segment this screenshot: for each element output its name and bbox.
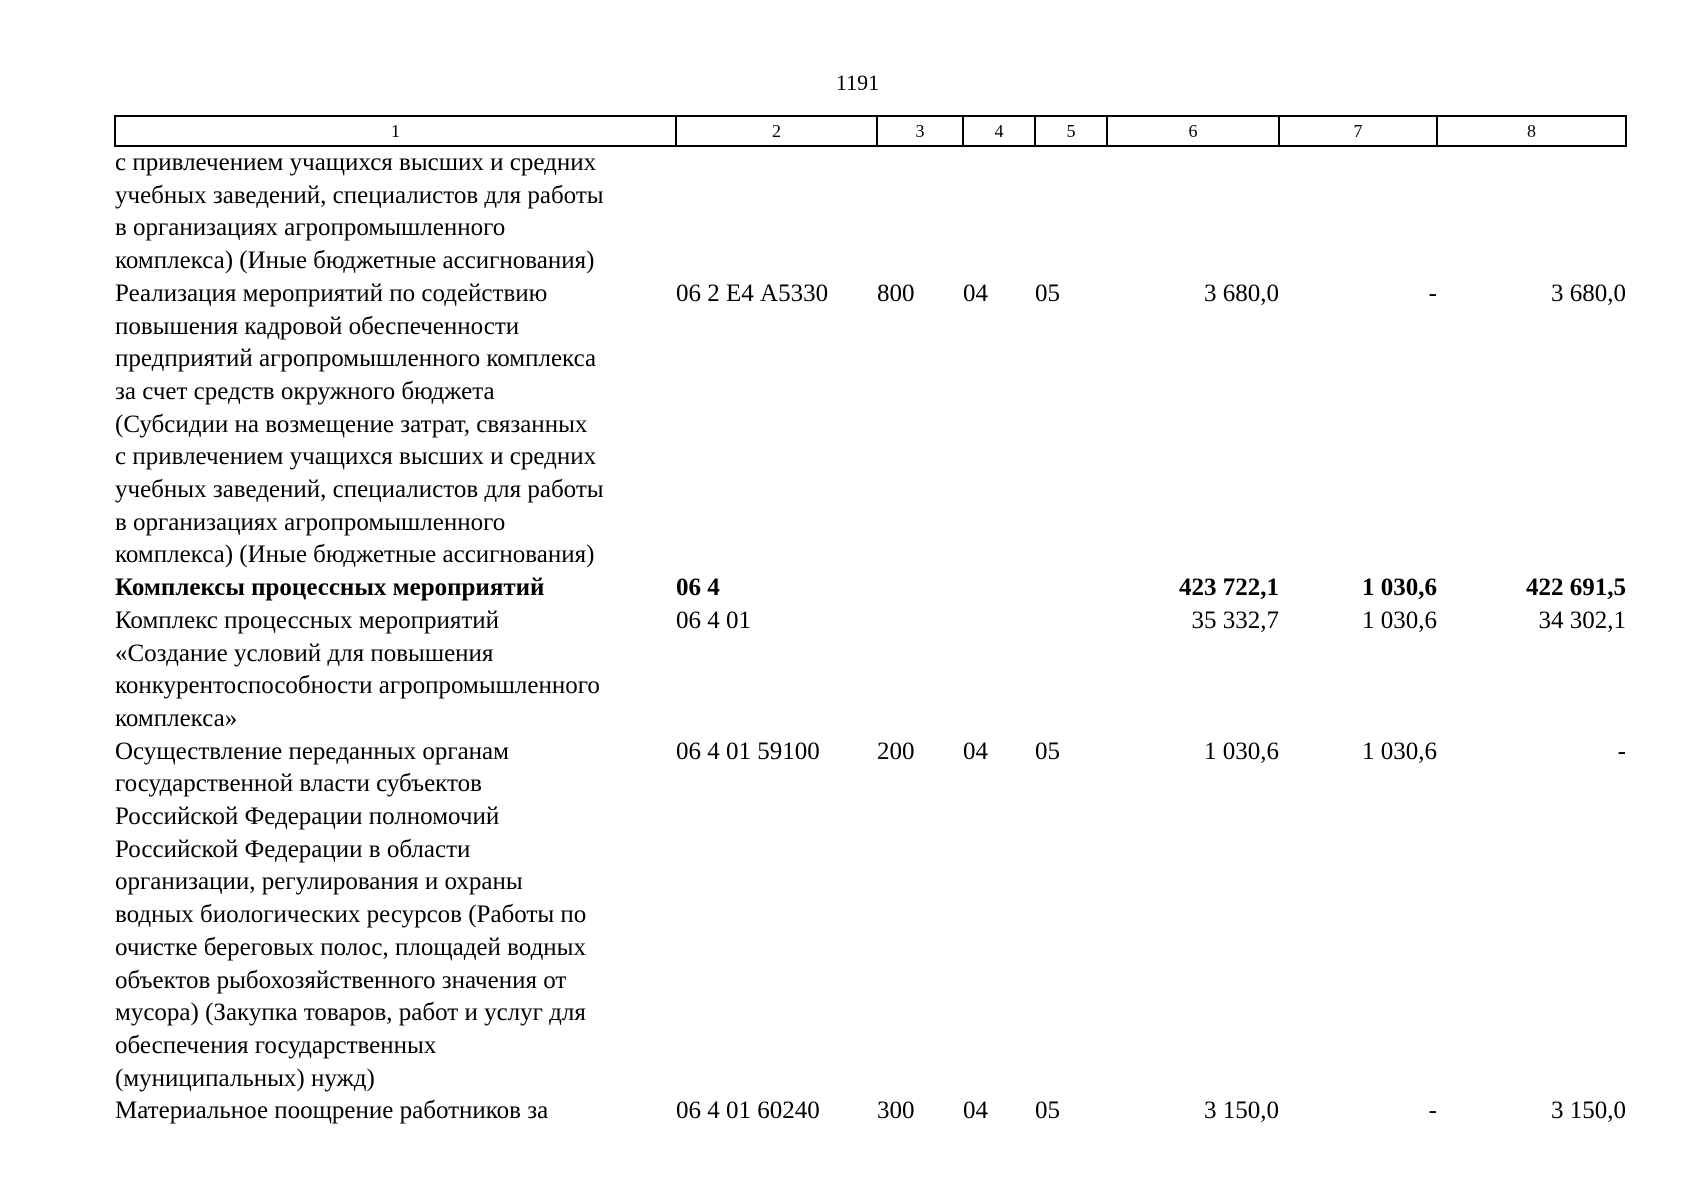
description-line: за счет средств окружного бюджета [115,377,495,405]
total-amount-cell [1107,146,1279,278]
description-line: Комплекс процессных мероприятий [115,606,500,634]
description-line: организации, регулирования и охраны [115,868,523,896]
subsection-cell: 05 [1035,737,1060,765]
column-header-4: 4 [963,116,1035,146]
total-amount-cell: 1 030,6 [1204,737,1279,765]
table-row [115,278,1626,572]
column-header-5: 5 [1035,116,1107,146]
expense-type-cell: 200 [877,737,915,765]
table-row [115,605,1626,736]
description-line: Материальное поощрение работников за [115,1097,549,1125]
column-header-1: 1 [115,116,676,146]
federal-amount-cell: 1 030,6 [1362,574,1437,602]
description-line: (Субсидии на возмещение затрат, связанных [115,410,588,438]
description-line: в организациях агропромышленного [115,508,506,536]
subsection-cell [1035,605,1107,736]
description-line: с привлечением учащихся высших и средних [115,443,597,471]
description-line: водных биологических ресурсов (Работы по [115,901,587,929]
budget-code-cell [676,146,877,278]
description-line: конкурентоспособности агропромышленного [115,672,600,700]
expense-type-cell: 800 [877,279,915,307]
description-line: обеспечения государственных [115,1031,437,1059]
description-line: (муниципальных) нужд) [115,1064,375,1092]
section-cell [963,605,1035,736]
federal-amount-cell: 1 030,6 [1362,606,1437,634]
federal-amount-cell [1279,146,1437,278]
description-line: комплекса) (Иные бюджетные ассигнования) [115,541,595,569]
federal-amount-cell: 1 030,6 [1362,737,1437,765]
budget-code-cell: 06 4 01 [676,606,751,634]
regional-amount-cell: 3 150,0 [1551,1097,1626,1125]
column-header-7: 7 [1279,116,1437,146]
description-cell [115,278,676,572]
section-cell [963,146,1035,278]
table-row [115,1095,1626,1128]
expense-type-cell [877,146,963,278]
table-row [115,572,1626,605]
table-header [115,116,1626,146]
description-cell [115,1095,676,1128]
total-amount-cell: 35 332,7 [1191,606,1279,634]
section-cell: 04 [963,279,988,307]
description-cell [115,605,676,736]
description-line: повышения кадровой обеспеченности [115,312,520,340]
description-line: «Создание условий для повышения [115,639,494,667]
total-amount-cell: 3 680,0 [1204,279,1279,307]
description-line: мусора) (Закупка товаров, работ и услуг для [115,999,586,1027]
regional-amount-cell: 3 680,0 [1551,279,1626,307]
description-line: учебных заведений, специалистов для работы [115,181,604,209]
section-cell [963,572,1035,605]
regional-amount-cell [1437,146,1626,278]
column-header-2: 2 [676,116,877,146]
description-line: Осуществление переданных органам [115,737,509,765]
expense-type-cell [877,572,963,605]
federal-amount-cell: - [1428,279,1437,307]
description-line: государственной власти субъектов [115,770,482,798]
budget-code-cell: 06 2 Е4 А5330 [676,279,829,307]
description-cell [115,146,676,278]
description-line: с привлечением учащихся высших и средних [115,149,597,176]
regional-amount-cell: 34 302,1 [1538,606,1626,634]
budget-code-cell: 06 4 01 60240 [676,1097,820,1125]
description-line: Российской Федерации в области [115,835,471,863]
description-cell [115,736,676,1096]
description-line: комплекса) (Иные бюджетные ассигнования) [115,247,595,275]
subsection-cell: 05 [1035,1097,1060,1125]
table-row [115,736,1626,1096]
header-row [115,116,1626,146]
description-line: предприятий агропромышленного комплекса [115,345,597,373]
subsection-cell [1035,572,1107,605]
description-line: объектов рыбохозяйственного значения от [115,966,567,994]
expense-type-cell: 300 [877,1097,915,1125]
description-line: Российской Федерации полномочий [115,803,500,831]
description-line: комплекса» [115,704,238,732]
page-number: 1191 [835,70,880,95]
description-line: очистке береговых полос, площадей водных [115,933,586,961]
description-cell [115,572,676,605]
section-cell: 04 [963,1097,988,1125]
federal-amount-cell: - [1428,1097,1437,1125]
budget-code-cell: 06 4 [676,574,720,602]
expense-type-cell [877,605,963,736]
budget-code-cell: 06 4 01 59100 [676,737,820,765]
subsection-cell: 05 [1035,279,1060,307]
description-line: учебных заведений, специалистов для работы [115,476,604,504]
table-body [115,146,1626,1128]
description-line: в организациях агропромышленного [115,214,506,242]
total-amount-cell: 423 722,1 [1179,574,1279,602]
subsection-cell [1035,146,1107,278]
regional-amount-cell: 422 691,5 [1526,574,1626,602]
total-amount-cell: 3 150,0 [1204,1097,1279,1125]
column-header-6: 6 [1107,116,1279,146]
column-header-3: 3 [877,116,963,146]
budget-table [114,115,1627,1128]
column-header-8: 8 [1437,116,1626,146]
section-cell: 04 [963,737,988,765]
description-line: Комплексы процессных мероприятий [115,574,545,602]
table-row [115,146,1626,278]
regional-amount-cell: - [1617,737,1626,765]
description-line: Реализация мероприятий по содействию [115,279,548,307]
